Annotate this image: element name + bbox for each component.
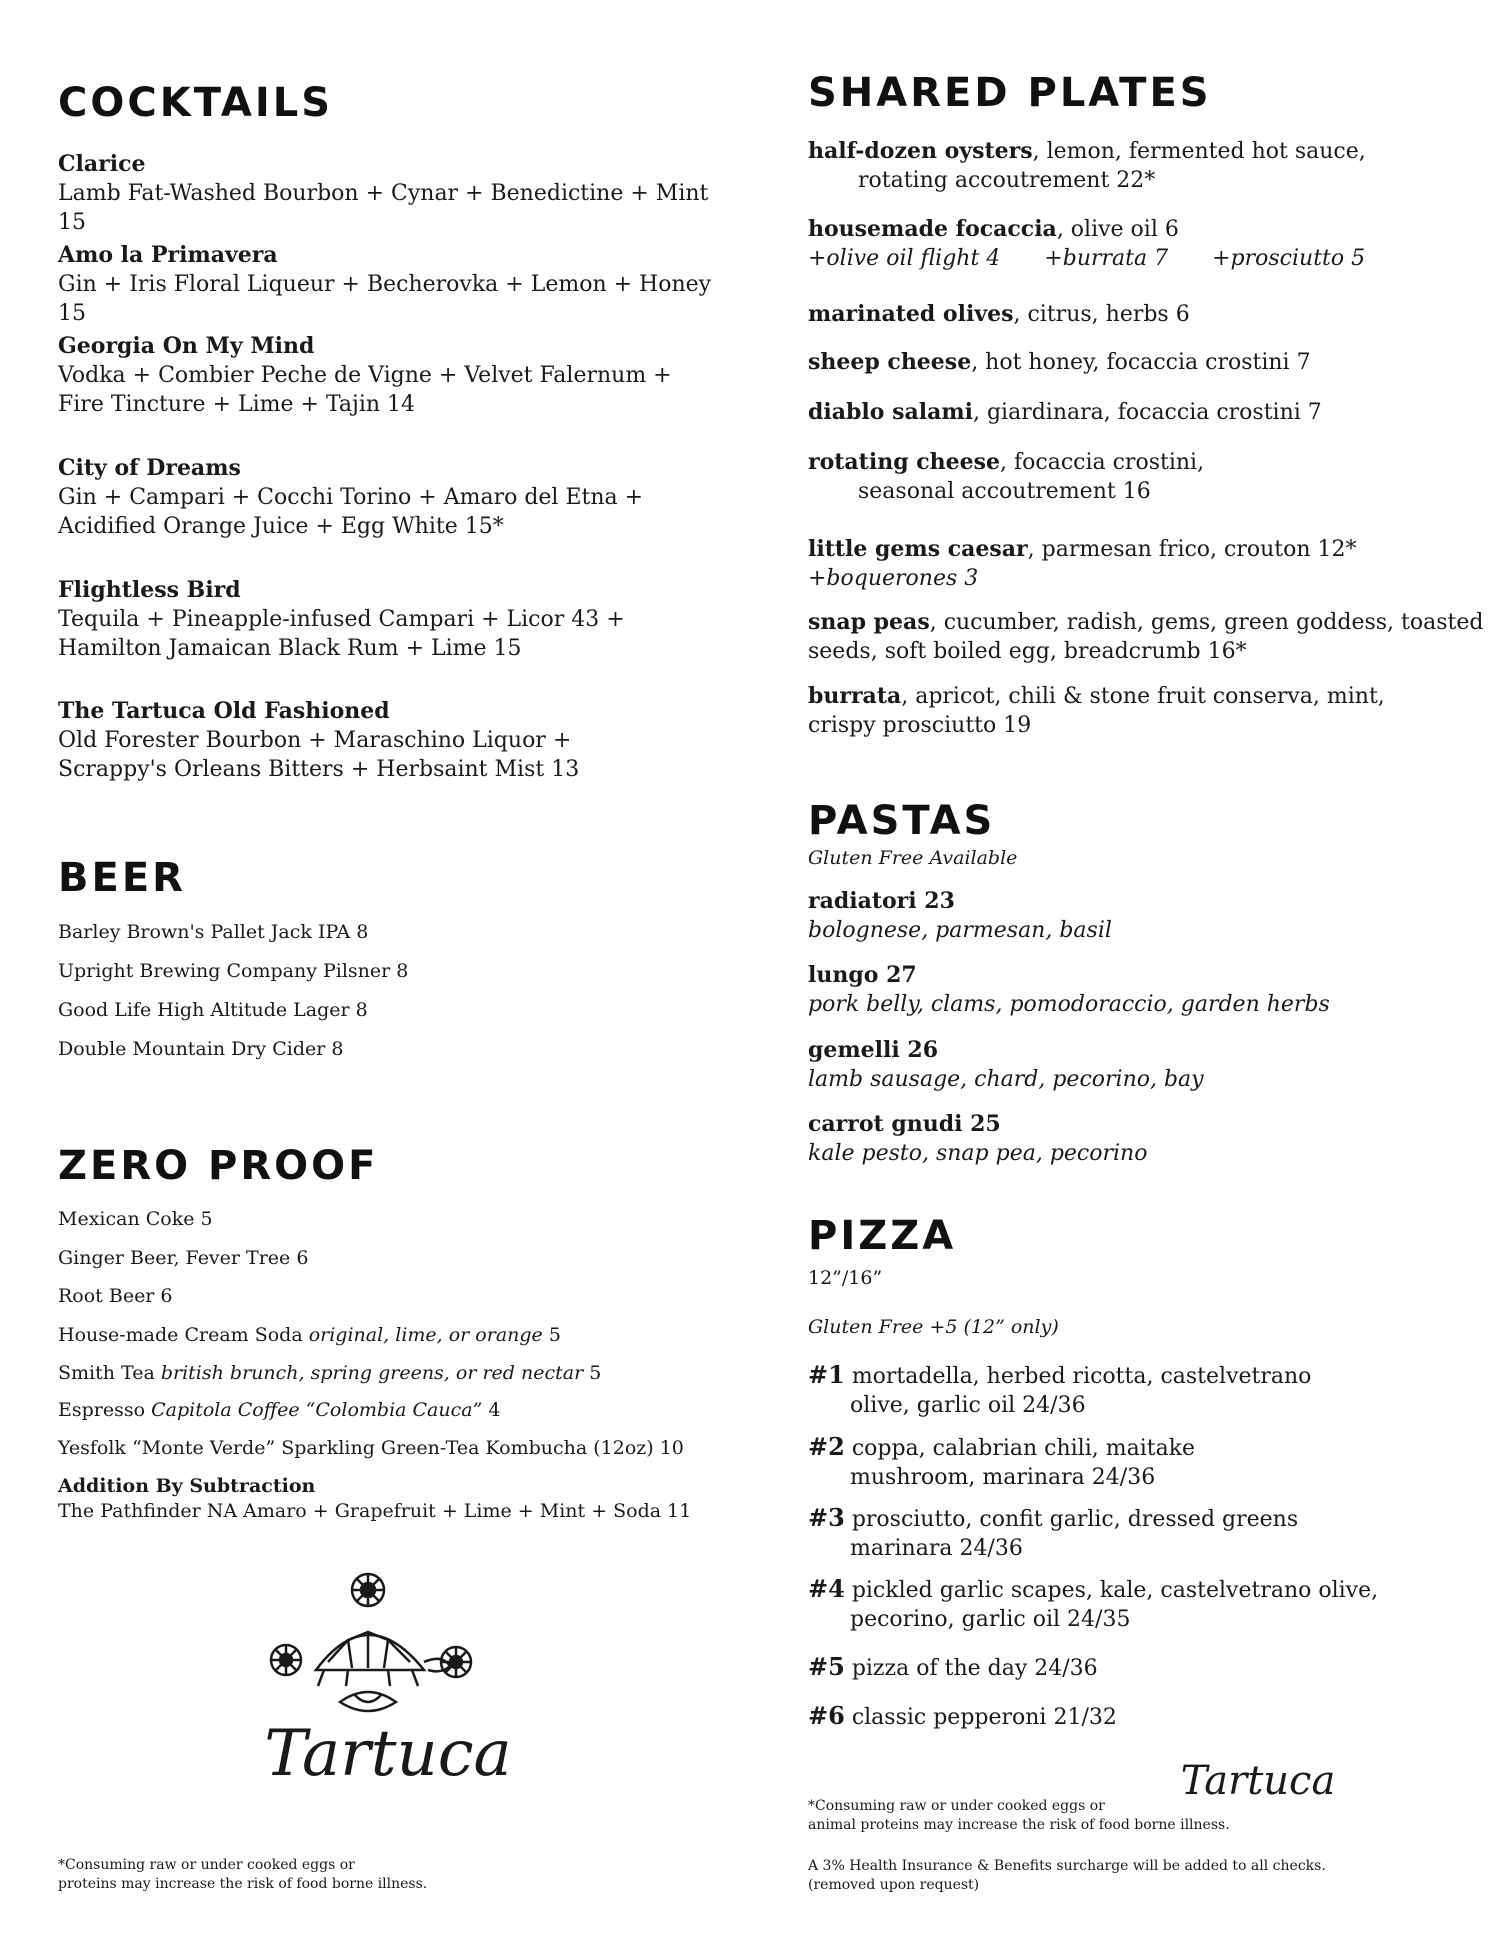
- pizza-gluten-free: Gluten Free +5 (12” only): [808, 1316, 1059, 1338]
- svg-text:Tartuca: Tartuca: [1180, 1758, 1336, 1804]
- cocktail-item: [58, 697, 738, 784]
- cocktail-name: Georgia On My Mind: [58, 333, 315, 359]
- plate-item: housemade focaccia, olive oil 6 +olive oil flight 4 +burrata 7 +prosciutto 5: [808, 216, 1366, 271]
- beer-item: Barley Brown's Pallet Jack IPA 8: [58, 921, 369, 943]
- cocktail-name: City of Dreams: [58, 455, 241, 481]
- pastas-heading: PASTAS: [808, 798, 996, 844]
- cocktail-desc: Vodka + Combier Peche de Vigne + Velvet Falernum +: [58, 363, 672, 388]
- beer-item: Good Life High Altitude Lager 8: [58, 999, 368, 1021]
- surcharge-note: A 3% Health Insurance & Benefits surcharge will be added to all checks. (removed upon request): [808, 1858, 1326, 1893]
- plate-item: snap peas, cucumber, radish, gems, green goddess, toasted seeds, soft boiled egg, breadcrumb 16*: [808, 609, 1484, 664]
- plate-item: burrata, apricot, chili & stone fruit conserva, mint, crispy prosciutto 19: [808, 683, 1385, 738]
- pizza-sizes: 12”/16”: [808, 1267, 883, 1289]
- footnote-left: *Consuming raw or under cooked eggs or proteins may increase the risk of food borne illness.: [58, 1857, 428, 1892]
- cocktail-desc: Old Forester Bourbon + Maraschino Liquor +: [58, 728, 572, 753]
- plate-item: diablo salami, giardinara, focaccia crostini 7: [808, 399, 1322, 425]
- pizza-item: #3 prosciutto, confit garlic, dressed greens marinara 24/36: [808, 1503, 1299, 1561]
- cocktail-desc: Scrappy's Orleans Bitters + Herbsaint Mist 13: [58, 757, 580, 782]
- pizza-item: #2 coppa, calabrian chili, maitake mushroom, marinara 24/36: [808, 1432, 1196, 1490]
- cocktail-desc: Acidified Orange Juice + Egg White 15*: [58, 514, 504, 539]
- cocktails-heading: COCKTAILS: [58, 80, 334, 126]
- pizza-item: #6 classic pepperoni 21/32: [808, 1701, 1117, 1730]
- zero-proof-item: Espresso Capitola Coffee “Colombia Cauca” 4: [58, 1399, 501, 1421]
- cocktail-item: [58, 454, 738, 541]
- beer-heading: BEER: [58, 855, 186, 901]
- pasta-item: radiatori 23 bolognese, parmesan, basil: [808, 888, 1112, 943]
- cocktail-name: Flightless Bird: [58, 577, 241, 603]
- pizza-item: #1 mortadella, herbed ricotta, castelvetrano olive, garlic oil 24/36: [808, 1360, 1312, 1418]
- cocktail-desc: Gin + Campari + Cocchi Torino + Amaro del Etna +: [58, 485, 644, 510]
- addition-name: Addition By Subtraction: [58, 1475, 316, 1497]
- cocktail-desc: Fire Tincture + Lime + Tajin 14: [58, 392, 416, 417]
- addition-desc: The Pathfinder NA Amaro + Grapefruit + Lime + Mint + Soda 11: [58, 1500, 692, 1522]
- zero-proof-heading: ZERO PROOF: [58, 1143, 379, 1189]
- plate-item: half-dozen oysters, lemon, fermented hot sauce, rotating accoutrement 22*: [808, 138, 1366, 193]
- footnote-right: *Consuming raw or under cooked eggs or animal proteins may increase the risk of food borne illness.: [808, 1798, 1230, 1833]
- pasta-item: carrot gnudi 25 kale pesto, snap pea, pecorino: [808, 1111, 1148, 1166]
- cocktail-item: [58, 576, 738, 663]
- pizza-item: #4 pickled garlic scapes, kale, castelvetrano olive, pecorino, garlic oil 24/35: [808, 1574, 1379, 1632]
- cocktail-desc: Lamb Fat-Washed Bourbon + Cynar + Benedictine + Mint 15: [58, 181, 709, 235]
- pasta-item: lungo 27 pork belly, clams, pomodoraccio, garden herbs: [808, 962, 1330, 1017]
- turtle-logo-icon: [228, 1570, 548, 1790]
- cocktail-name: Amo la Primavera: [58, 242, 278, 268]
- zero-proof-item: Smith Tea british brunch, spring greens, or red nectar 5: [58, 1362, 602, 1384]
- plate-item: little gems caesar, parmesan frico, crouton 12* +boquerones 3: [808, 536, 1357, 591]
- cocktail-desc: Tequila + Pineapple-infused Campari + Licor 43 +: [58, 607, 625, 632]
- pizza-heading: PIZZA: [808, 1213, 957, 1259]
- shared-plates-heading: SHARED PLATES: [808, 70, 1212, 116]
- cocktail-desc: Hamilton Jamaican Black Rum + Lime 15: [58, 636, 522, 661]
- zero-proof-item: Ginger Beer, Fever Tree 6: [58, 1247, 309, 1269]
- cocktail-item: [58, 150, 738, 237]
- cocktail-item: [58, 332, 738, 419]
- cocktail-desc: Gin + Iris Floral Liqueur + Becherovka + Lemon + Honey 15: [58, 272, 712, 326]
- zero-proof-item: Mexican Coke 5: [58, 1208, 213, 1230]
- beer-item: Upright Brewing Company Pilsner 8: [58, 960, 409, 982]
- beer-item: Double Mountain Dry Cider 8: [58, 1038, 344, 1060]
- zero-proof-item: House-made Cream Soda original, lime, or orange 5: [58, 1324, 561, 1346]
- plate-item: sheep cheese, hot honey, focaccia crostini 7: [808, 349, 1311, 375]
- plate-item: rotating cheese, focaccia crostini, seasonal accoutrement 16: [808, 449, 1205, 504]
- flower-icon: [271, 1645, 301, 1675]
- pastas-note: Gluten Free Available: [808, 847, 1018, 869]
- cocktail-item: [58, 241, 738, 328]
- tartuca-logo: [228, 1570, 548, 1790]
- cocktail-name: Clarice: [58, 151, 146, 177]
- zero-proof-item: Yesfolk “Monte Verde” Sparkling Green-Tea Kombucha (12oz) 10: [58, 1437, 684, 1459]
- flower-icon: [352, 1574, 384, 1606]
- plate-item: marinated olives, citrus, herbs 6: [808, 301, 1190, 327]
- zero-proof-item: Root Beer 6: [58, 1285, 173, 1307]
- cocktail-name: The Tartuca Old Fashioned: [58, 698, 390, 724]
- pizza-item: #5 pizza of the day 24/36: [808, 1652, 1098, 1681]
- pasta-item: gemelli 26 lamb sausage, chard, pecorino, bay: [808, 1037, 1204, 1092]
- logo-wordmark: Tartuca: [264, 1717, 512, 1790]
